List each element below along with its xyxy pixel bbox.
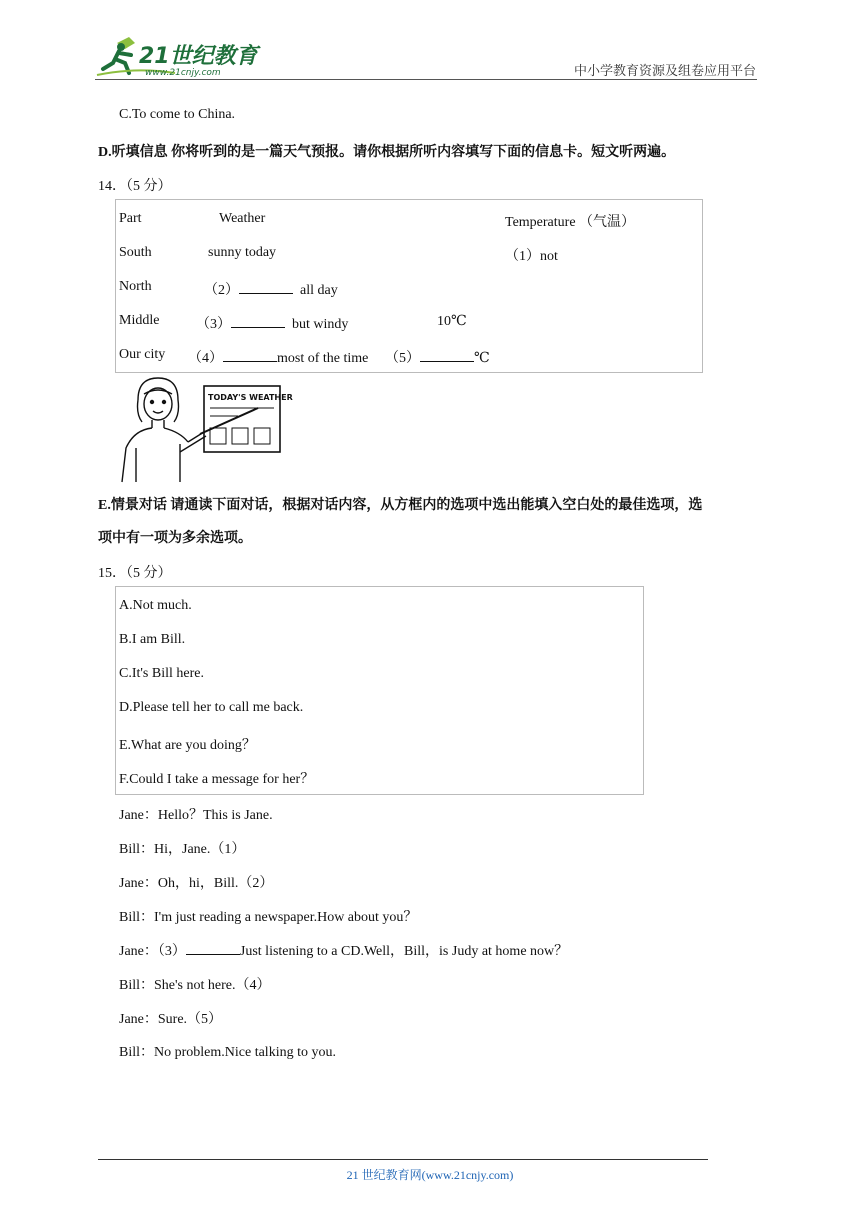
- footer-divider: [98, 1159, 708, 1160]
- row-north-weather: [204, 279, 338, 299]
- platform-name: 中小学教育资源及组卷应用平台: [574, 63, 757, 78]
- board-title: TODAY'S WEATHER: [208, 393, 293, 402]
- blank-4[interactable]: [223, 348, 277, 362]
- section-d-heading: D.听填信息 你将听到的是一篇天气预报。请你根据所听内容填写下面的信息卡。短文听两遍。: [98, 145, 676, 160]
- row-city-part: Our city: [119, 347, 166, 362]
- row-city-temperature: [385, 347, 490, 367]
- blank-2-label: （2）: [204, 283, 239, 298]
- weather-reporter-illustration: [118, 374, 293, 484]
- dialog-line-6: Bill：She's not here.（4）: [119, 978, 271, 993]
- logo-figure-icon: [95, 33, 265, 81]
- option-d: D.Please tell her to call me back.: [119, 700, 304, 715]
- row-north-weather-suffix: all day: [300, 283, 338, 298]
- prev-option-c: C.To come to China.: [119, 107, 236, 122]
- dialog-line-5: [119, 940, 568, 960]
- footer-text[interactable]: 21 世纪教育网(www.21cnjy.com): [346, 1168, 514, 1182]
- dialog-line-3: Jane：Oh，hi，Bill.（2）: [119, 876, 274, 891]
- table-head-part: Part: [119, 211, 142, 226]
- question-14-number: 14．（5 分）: [98, 179, 172, 194]
- header-divider: [95, 79, 757, 80]
- option-a: A.Not much.: [119, 598, 192, 613]
- row-middle-weather-suffix: but windy: [292, 317, 349, 332]
- dialog-line-5-suffix: Just listening to a CD.Well，Bill，is Judy at home now？: [239, 944, 569, 959]
- celsius-unit: ℃: [474, 351, 490, 366]
- question-15-number: 15．（5 分）: [98, 566, 172, 581]
- weather-reporter-icon: [118, 374, 293, 484]
- row-middle-temperature: 10℃: [437, 314, 467, 329]
- row-middle-part: Middle: [119, 313, 160, 328]
- dialog-line-7: Jane：Sure.（5）: [119, 1012, 223, 1027]
- row-south-part: South: [119, 245, 152, 260]
- blank-5-label: （5）: [385, 351, 420, 366]
- blank-3[interactable]: [231, 314, 285, 328]
- blank-4-label: （4）: [188, 351, 223, 366]
- option-c: C.It's Bill here.: [119, 666, 204, 681]
- dialog-line-1: Jane：Hello？This is Jane.: [119, 808, 273, 823]
- row-city-weather-suffix: most of the time: [277, 351, 369, 366]
- option-f: F.Could I take a message for her？: [119, 772, 315, 787]
- table-head-weather: Weather: [219, 211, 266, 226]
- row-city-weather: [188, 347, 368, 367]
- blank-2[interactable]: [239, 280, 293, 294]
- blank-5[interactable]: [420, 348, 474, 362]
- logo-text: 21世纪教育: [139, 44, 258, 69]
- option-e: E.What are you doing？: [119, 738, 256, 753]
- section-e-heading-line1: E.情景对话 请通读下面对话，根据对话内容，从方框内的选项中选出能填入空白处的最佳选项，选: [98, 498, 703, 513]
- options-box: [115, 586, 644, 795]
- dialog-blank-3[interactable]: [186, 941, 240, 955]
- blank-3-label: （3）: [196, 317, 231, 332]
- row-middle-weather: [196, 313, 348, 333]
- row-south-weather: sunny today: [208, 245, 277, 260]
- dialog-line-2: Bill：Hi，Jane.（1）: [119, 842, 246, 857]
- option-b: B.I am Bill.: [119, 632, 186, 647]
- logo-url: www.21cnjy.com: [145, 68, 221, 78]
- section-e-heading-line2: 项中有一项为多余选项。: [98, 531, 252, 546]
- row-north-part: North: [119, 279, 152, 294]
- dialog-line-8: Bill：No problem.Nice talking to you.: [119, 1045, 336, 1060]
- dialog-line-4: Bill：I'm just reading a newspaper.How about you？: [119, 910, 418, 925]
- dialog-line-5-prefix: Jane：（3）: [119, 944, 186, 959]
- site-logo: [95, 33, 265, 81]
- table-head-temperature: Temperature （气温）: [505, 215, 636, 230]
- row-south-temperature: （1）not: [505, 249, 558, 264]
